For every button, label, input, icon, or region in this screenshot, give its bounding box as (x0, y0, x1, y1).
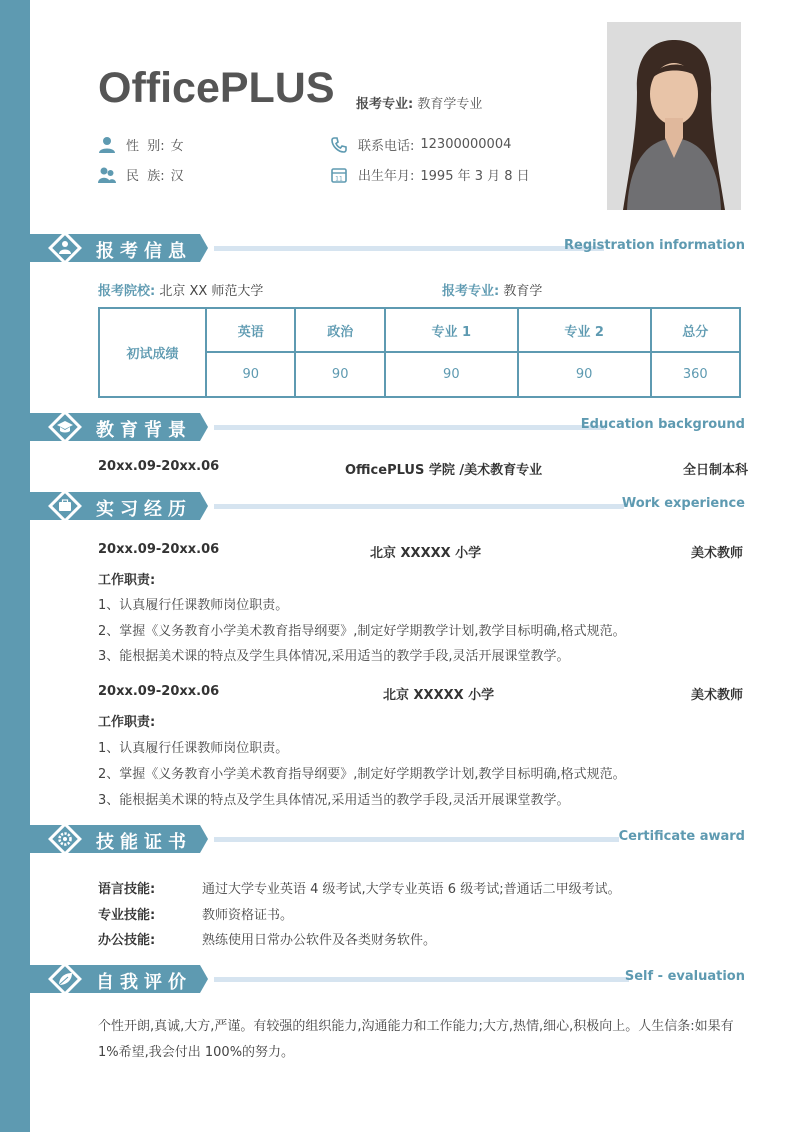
profile-photo (607, 22, 741, 210)
work-role: 美术教师 (690, 688, 743, 703)
score-value: 90 (385, 352, 518, 397)
work-period: 20xx.09-20xx.06 (98, 684, 220, 699)
work-org: 北京 XXXXX 小学 (383, 688, 495, 703)
ethnicity-value: 汉 (170, 169, 184, 184)
apply-school-value: 北京 XX 师范大学 (159, 284, 264, 299)
score-table (98, 307, 741, 398)
skill-label: 语言技能: (98, 882, 156, 897)
birth-label: 出生年月: (358, 169, 415, 184)
leaf-icon (48, 962, 82, 996)
self-evaluation-text: 个性开朗,真诚,大方,严谨。有较强的组织能力,沟通能力和工作能力;大方,热情,细心,积极向上。人生信条:如果有 1%希望,我会付出 100%的努力。 (98, 1019, 734, 1060)
section-divider (214, 504, 624, 509)
work-duty: 3、能根据美术课的特点及学生具体情况,采用适当的教学手段,灵活开展课堂教学。 (98, 649, 570, 664)
section-title: 报考信息 (96, 241, 192, 262)
ethnicity-label: 民 族: (126, 169, 165, 184)
gender-row (98, 135, 184, 154)
gender-label: 性 别: (126, 139, 165, 154)
education-school: OfficePLUS 学院 /美术教育专业 (345, 463, 543, 478)
section-title: 自我评价 (96, 972, 192, 993)
work-duty: 2、掌握《义务教育小学美术教育指导纲要》,制定好学期教学计划,教学目标明确,格式规范。 (98, 624, 626, 639)
apply-major (442, 280, 542, 299)
work-period: 20xx.09-20xx.06 (98, 542, 220, 557)
briefcase-icon (48, 489, 82, 523)
calendar-icon (330, 166, 348, 184)
score-header: 总分 (651, 308, 741, 352)
work-role: 美术教师 (690, 546, 743, 561)
work-duty-label: 工作职责: (98, 715, 156, 730)
skill-value: 教师资格证书。 (202, 908, 294, 923)
birth-value: 1995 年 3 月 8 日 (420, 169, 530, 184)
header-major-label: 报考专业: (356, 97, 414, 112)
apply-school-label: 报考院校: (98, 284, 156, 299)
phone-label: 联系电话: (358, 139, 415, 154)
score-header: 专业 1 (385, 308, 518, 352)
section-divider (214, 246, 604, 251)
score-value: 90 (295, 352, 384, 397)
work-org: 北京 XXXXX 小学 (370, 546, 482, 561)
score-header: 政治 (295, 308, 384, 352)
phone-value: 12300000004 (420, 137, 512, 152)
score-value: 90 (518, 352, 651, 397)
work-duty-label: 工作职责: (98, 573, 156, 588)
ethnicity-row (98, 165, 184, 184)
skill-row (98, 904, 293, 923)
work-duty: 1、认真履行任课教师岗位职责。 (98, 598, 289, 613)
users-icon (48, 231, 82, 265)
section-work (30, 492, 745, 524)
skill-row (98, 929, 436, 948)
graduation-cap-icon (48, 410, 82, 444)
svg-text:11: 11 (335, 175, 343, 182)
user-icon (98, 136, 116, 154)
work-duty: 1、认真履行任课教师岗位职责。 (98, 741, 289, 756)
header-major-value: 教育学专业 (417, 97, 483, 112)
skill-label: 办公技能: (98, 933, 156, 948)
section-self-evaluation (30, 965, 745, 997)
section-registration (30, 234, 745, 266)
score-value: 90 (206, 352, 295, 397)
section-subtitle: Registration information (564, 238, 745, 253)
candidate-name: OfficePLUS (98, 64, 335, 112)
work-duty: 3、能根据美术课的特点及学生具体情况,采用适当的教学手段,灵活开展课堂教学。 (98, 793, 570, 808)
score-header: 专业 2 (518, 308, 651, 352)
score-value: 360 (651, 352, 741, 397)
section-divider (214, 837, 619, 842)
phone-row (330, 135, 511, 154)
section-education (30, 413, 745, 445)
score-row-label: 初试成绩 (99, 308, 206, 397)
apply-major-label: 报考专业: (442, 284, 500, 299)
apply-major-value: 教育学 (503, 284, 543, 299)
birth-row (330, 165, 530, 184)
skill-value: 熟练使用日常办公软件及各类财务软件。 (202, 933, 437, 948)
section-subtitle: Education background (580, 417, 745, 432)
section-divider (214, 425, 606, 430)
skill-label: 专业技能: (98, 908, 156, 923)
phone-icon (330, 136, 348, 154)
section-divider (214, 977, 629, 982)
section-subtitle: Work experience (621, 496, 745, 511)
skill-value: 通过大学专业英语 4 级考试,大学专业英语 6 级考试;普通话二甲级考试。 (202, 882, 621, 897)
section-title: 技能证书 (96, 832, 192, 853)
gender-value: 女 (170, 139, 184, 154)
score-header: 英语 (206, 308, 295, 352)
side-accent-bar (0, 0, 30, 1132)
header-major (356, 93, 482, 112)
section-subtitle: Self - evaluation (624, 969, 745, 984)
section-title: 实习经历 (96, 499, 192, 520)
education-degree: 全日制本科 (682, 463, 748, 478)
apply-school (98, 280, 263, 299)
gear-icon (48, 822, 82, 856)
section-skills (30, 825, 745, 857)
section-subtitle: Certificate award (618, 829, 745, 844)
education-period: 20xx.09-20xx.06 (98, 459, 220, 474)
skill-row (98, 878, 621, 897)
users-icon (98, 166, 116, 184)
section-title: 教育背景 (96, 420, 192, 441)
work-duty: 2、掌握《义务教育小学美术教育指导纲要》,制定好学期教学计划,教学目标明确,格式规范。 (98, 767, 626, 782)
